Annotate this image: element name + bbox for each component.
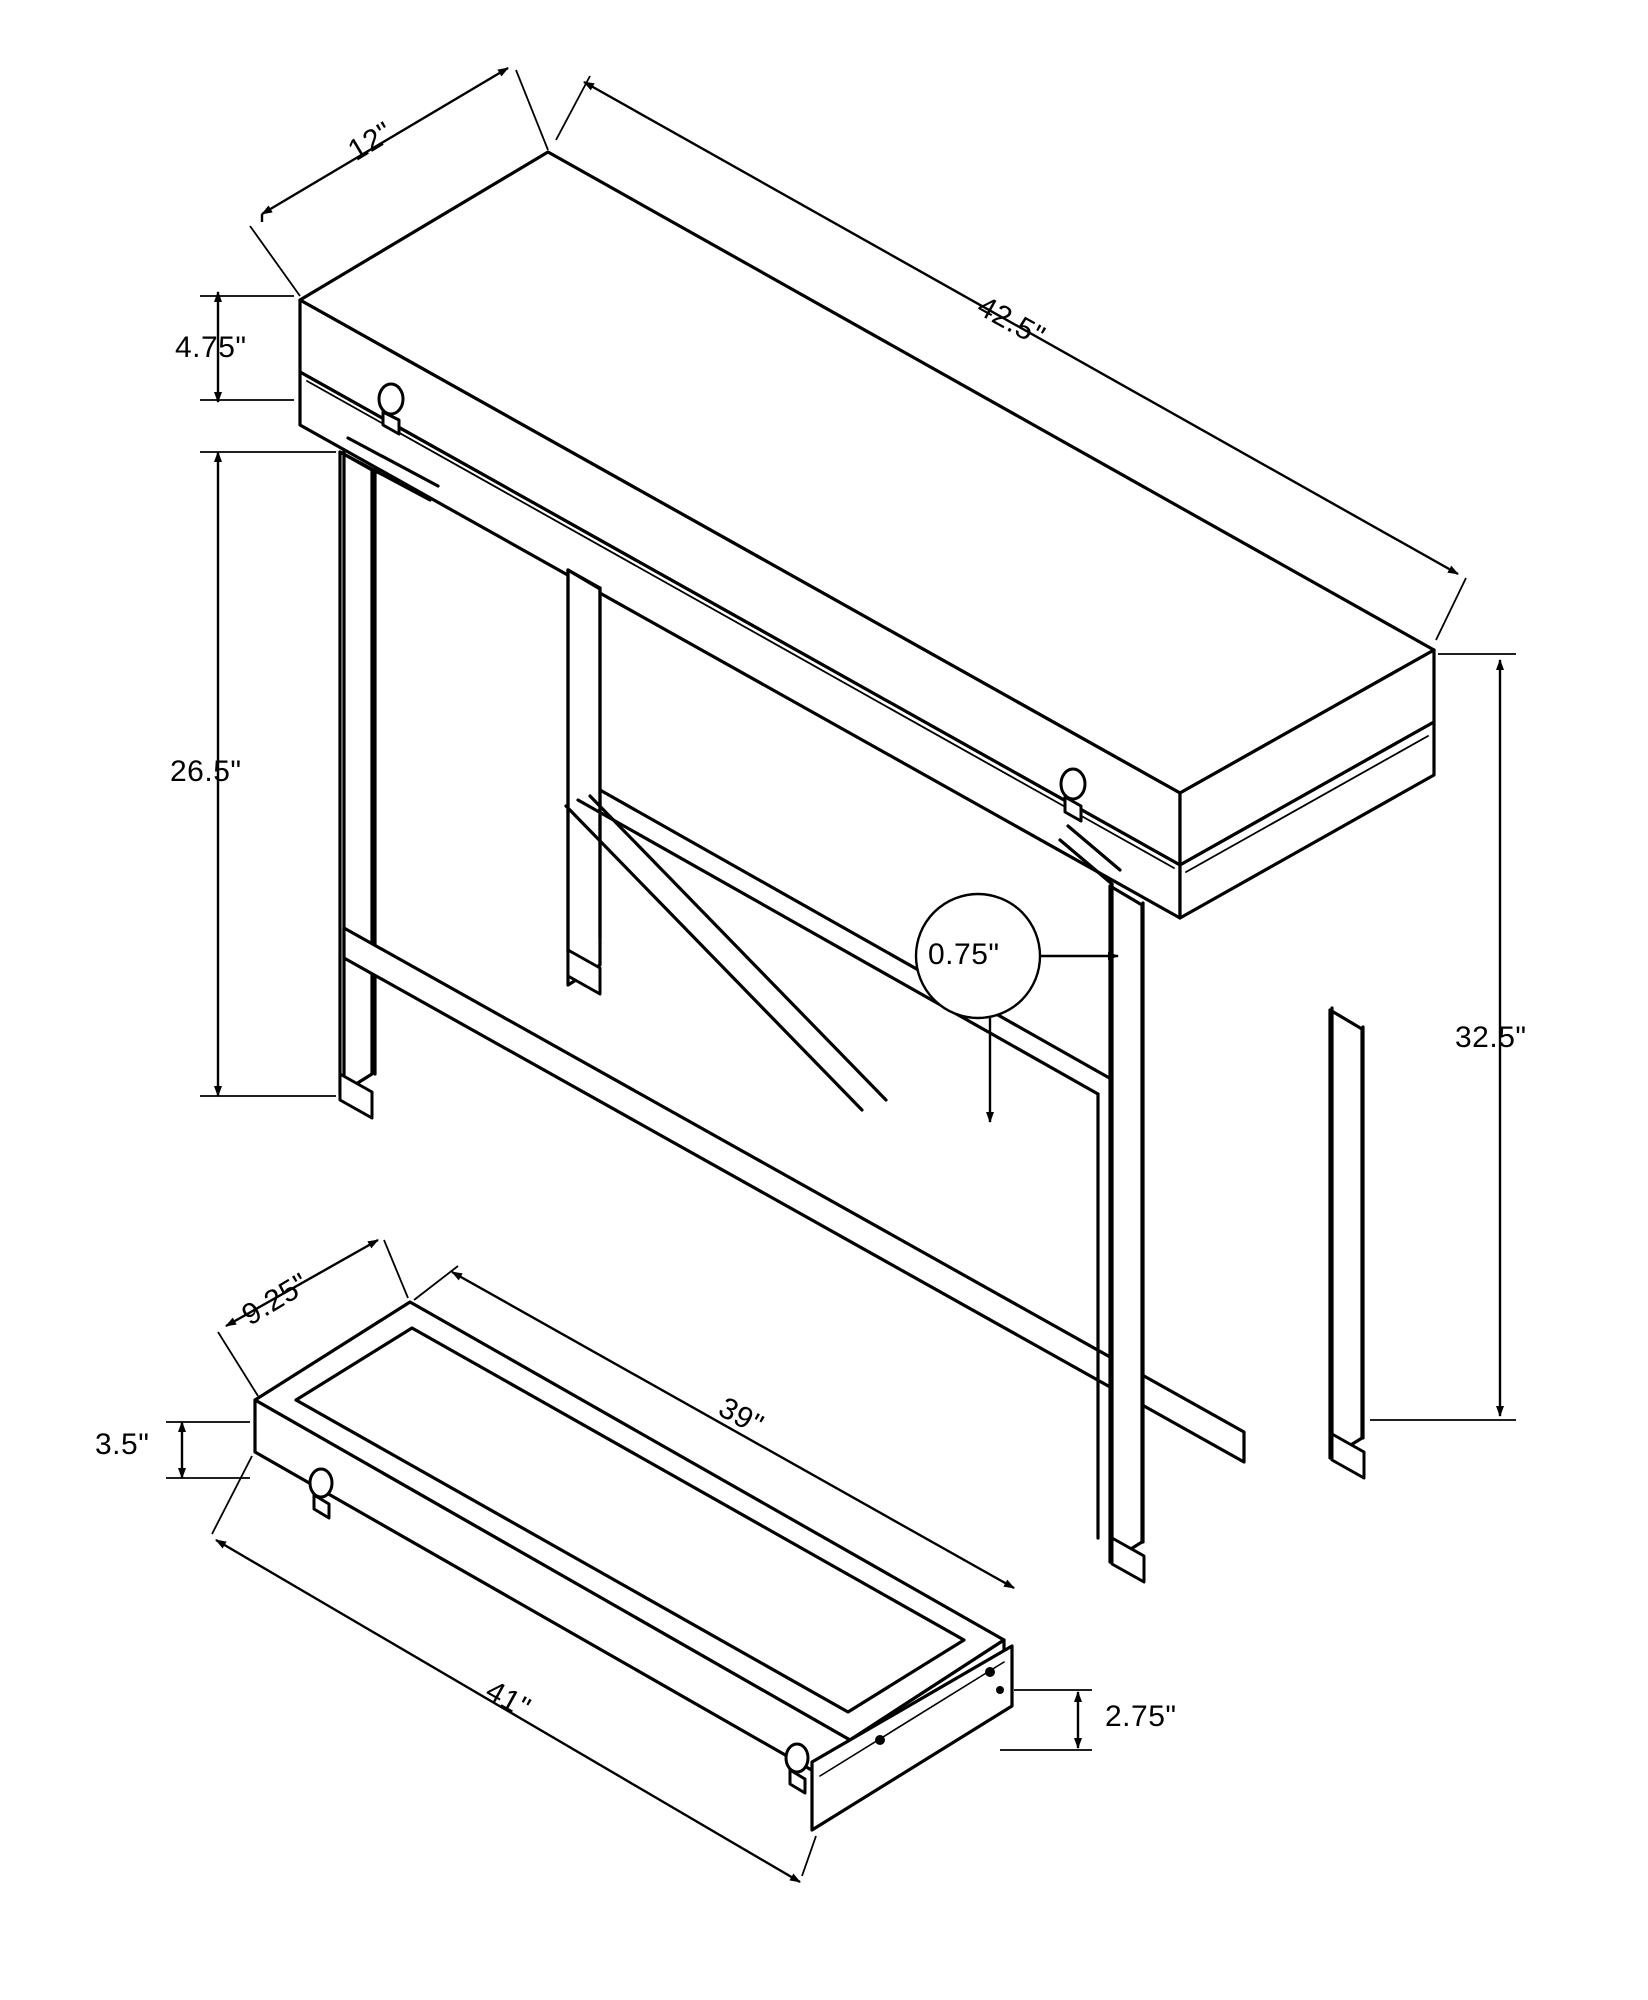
label-leg-height: 26.5" <box>170 755 242 788</box>
label-drawer-depth: 9.25" <box>236 1267 315 1333</box>
dim-line-drawer-side-height <box>166 1422 250 1478</box>
label-drawer-inner-length: 39" <box>713 1391 769 1443</box>
drawer-pull-right <box>1061 769 1085 821</box>
label-thickness: 0.75" <box>928 938 1000 971</box>
label-depth: 12" <box>342 115 399 168</box>
dim-line-drawer-front-height <box>1000 1690 1092 1750</box>
label-drawer-front-height: 2.75" <box>1105 1700 1177 1733</box>
label-overall-height: 32.5" <box>1455 1021 1527 1054</box>
label-apron-height: 4.75" <box>175 331 247 364</box>
label-drawer-outer-length: 41" <box>480 1674 536 1726</box>
label-length: 42.5" <box>971 289 1051 354</box>
drawer-pull-exploded-left <box>310 1469 332 1518</box>
drawer-pull-exploded-right <box>786 1744 808 1793</box>
label-drawer-side-height: 3.5" <box>95 1428 150 1461</box>
table-assembly <box>255 152 1434 1830</box>
drawer-assembly <box>255 1302 1012 1830</box>
